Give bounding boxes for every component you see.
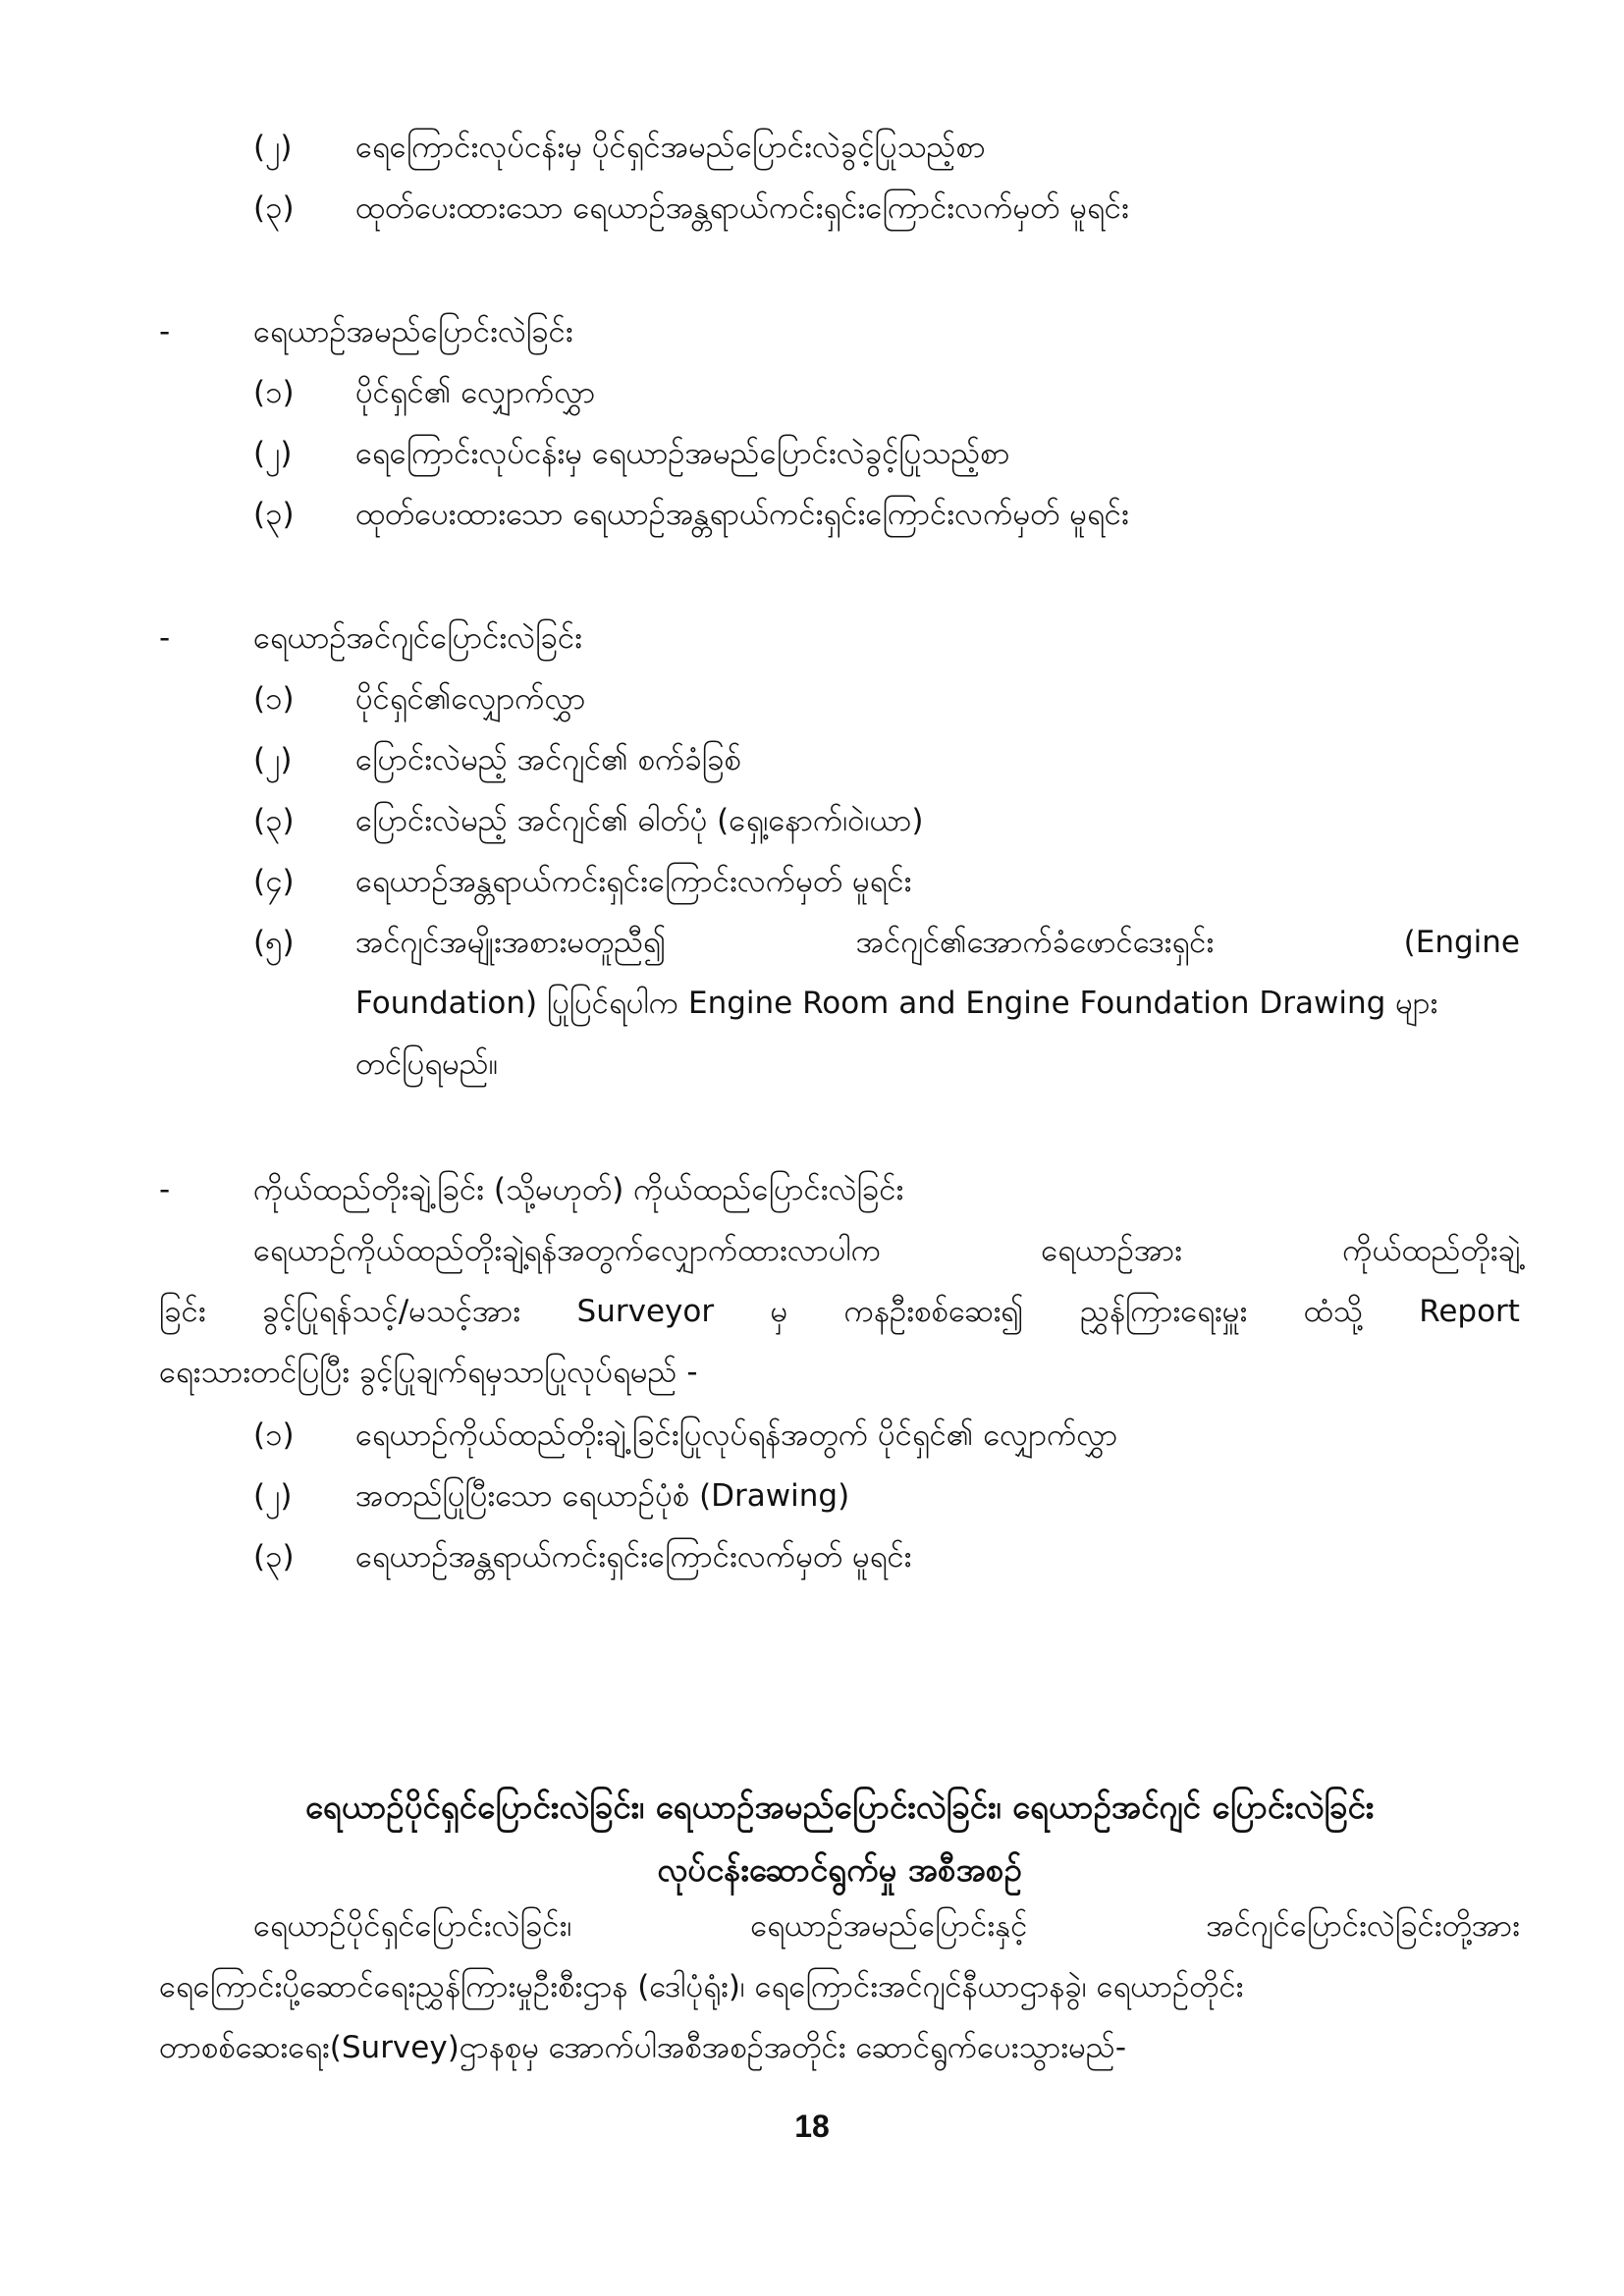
list-number: (၄) — [253, 864, 295, 899]
text-segment: Report — [1419, 1294, 1520, 1329]
list-item-text: ရေကြောင်းလုပ်ငန်းမှ ပိုင်ရှင်အမည်ပြောင်းလဲခွင့်ပြုသည့်စာ — [355, 130, 986, 165]
paragraph-line: တာစစ်ဆေးရေး(Survey)ဌာနစုမှ အောက်ပါအစီအစဉ်အတိုင်း ဆောင်ရွက်ပေးသွားမည်- — [159, 2030, 1127, 2065]
list-number: (၅) — [253, 925, 295, 960]
list-number: (၂) — [253, 130, 293, 165]
text-segment: မှ — [770, 1294, 788, 1329]
text-segment: အင်ဂျင်အမျိုးအစားမတူညီ၍ — [355, 925, 667, 960]
paragraph-line — [159, 1290, 1520, 1333]
list-number: (၃) — [253, 1539, 295, 1575]
list-item-text: ရေယာဉ်ကိုယ်ထည်တိုးချဲ့ခြင်းပြုလုပ်ရန်အတွက် ပိုင်ရှင်၏ လျှောက်လွှာ — [355, 1417, 1118, 1453]
list-item-text: ရေယာဉ်အန္တရာယ်ကင်းရှင်းကြောင်းလက်မှတ် မူရင်း — [355, 1539, 912, 1575]
text-segment: Surveyor — [576, 1294, 715, 1329]
text-segment: (Engine — [1403, 925, 1520, 960]
bullet-dash: - — [159, 1172, 171, 1207]
section-title: ကိုယ်ထည်တိုးချဲ့ခြင်း (သို့မဟုတ်) ကိုယ်ထည်ပြောင်းလဲခြင်း — [253, 1172, 904, 1207]
list-number: (၁) — [253, 681, 295, 717]
section-title: ရေယာဉ်အင်ဂျင်ပြောင်းလဲခြင်း — [253, 620, 583, 656]
text-segment: အင်ဂျင်၏အောက်ခံဖောင်ဒေးရှင်း — [855, 925, 1215, 960]
list-item-line — [355, 921, 1520, 964]
paragraph-line: ရေကြောင်းပို့ဆောင်ရေးညွှန်ကြားမှုဦးစီးဌာန (ဒေါပုံရုံး)၊ ရေကြောင်းအင်ဂျင်နီယာဌာနခွဲ၊ ရေယာဉ်တိုင်း — [159, 1969, 1244, 2004]
text-segment: ကနဦးစစ်ဆေး၍ — [843, 1294, 1024, 1329]
section-title: ရေယာဉ်အမည်ပြောင်းလဲခြင်း — [253, 314, 573, 349]
text-segment: ခြင်း — [159, 1294, 206, 1329]
procedure-heading-line-1: ရေယာဉ်ပိုင်ရှင်ပြောင်းလဲခြင်း၊ ရေယာဉ်အမည်ပြောင်းလဲခြင်း၊ ရေယာဉ်အင်ဂျင် ပြောင်းလဲခြင်း — [304, 1788, 1375, 1826]
bullet-dash: - — [159, 314, 171, 349]
list-number: (၁) — [253, 375, 295, 410]
list-item-text: ပိုင်ရှင်၏ လျှောက်လွှာ — [355, 375, 596, 410]
paragraph-line — [253, 1904, 1520, 1948]
list-number: (၂) — [253, 436, 293, 471]
text-segment: ရေယာဉ်အား — [1041, 1233, 1183, 1268]
text-segment: ရေယာဉ်ပိုင်ရှင်ပြောင်းလဲခြင်း၊ — [253, 1908, 572, 1944]
list-number: (၁) — [253, 1417, 295, 1453]
procedure-heading-line-2: လုပ်ငန်းဆောင်ရွက်မှု အစီအစဉ် — [657, 1850, 1022, 1889]
list-number: (၂) — [253, 1478, 293, 1514]
text-segment: ခွင့်ပြုရန်သင့်/မသင့်အား — [262, 1294, 521, 1329]
list-item-text: ထုတ်ပေးထားသော ရေယာဉ်အန္တရာယ်ကင်းရှင်းကြောင်းလက်မှတ် မူရင်း — [355, 190, 1129, 226]
text-segment: ရေယာဉ်အမည်ပြောင်းနှင့် — [750, 1908, 1028, 1944]
paragraph-line — [253, 1229, 1520, 1272]
list-item-text: ပိုင်ရှင်၏လျှောက်လွှာ — [355, 681, 586, 717]
list-item-text: ပြောင်းလဲမည့် အင်ဂျင်၏ ဓါတ်ပုံ (ရှေ့၊နောက်၊ဝဲ၊ယာ) — [355, 803, 924, 838]
text-segment: ထံသို့ — [1303, 1294, 1363, 1329]
list-item-text: ရေကြောင်းလုပ်ငန်းမှ ရေယာဉ်အမည်ပြောင်းလဲခွင့်ပြုသည့်စာ — [355, 436, 1010, 471]
list-item-text: ပြောင်းလဲမည့် အင်ဂျင်၏ စက်ခံခြစ် — [355, 742, 741, 777]
text-segment: ရေယာဉ်ကိုယ်ထည်တိုးချဲ့ရန်အတွက်လျှောက်ထားလာပါက — [253, 1233, 882, 1268]
text-segment: ညွှန်ကြားရေးမှူး — [1080, 1294, 1248, 1329]
paragraph-line: ရေးသားတင်ပြပြီး ခွင့်ပြုချက်ရမှသာပြုလုပ်ရမည် - — [159, 1355, 698, 1390]
list-item-text: အတည်ပြုပြီးသော ရေယာဉ်ပုံစံ (Drawing) — [355, 1478, 850, 1514]
bullet-dash: - — [159, 620, 171, 656]
text-segment: ကိုယ်ထည်တိုးချဲ့ — [1342, 1233, 1520, 1268]
list-item-line: Foundation) ပြုပြင်ရပါက Engine Room and Engine Foundation Drawing များ — [355, 986, 1438, 1021]
list-number: (၃) — [253, 190, 295, 226]
list-number: (၂) — [253, 742, 293, 777]
list-number: (၃) — [253, 803, 295, 838]
list-item-line: တင်ပြရမည်။ — [355, 1046, 499, 1082]
text-segment: အင်ဂျင်ပြောင်းလဲခြင်းတို့အား — [1206, 1908, 1520, 1944]
list-item-text: ထုတ်ပေးထားသော ရေယာဉ်အန္တရာယ်ကင်းရှင်းကြောင်းလက်မှတ် မူရင်း — [355, 497, 1129, 532]
page-number: 18 — [794, 2109, 830, 2144]
list-item-text: ရေယာဉ်အန္တရာယ်ကင်းရှင်းကြောင်းလက်မှတ် မူရင်း — [355, 864, 912, 899]
list-number: (၃) — [253, 497, 295, 532]
